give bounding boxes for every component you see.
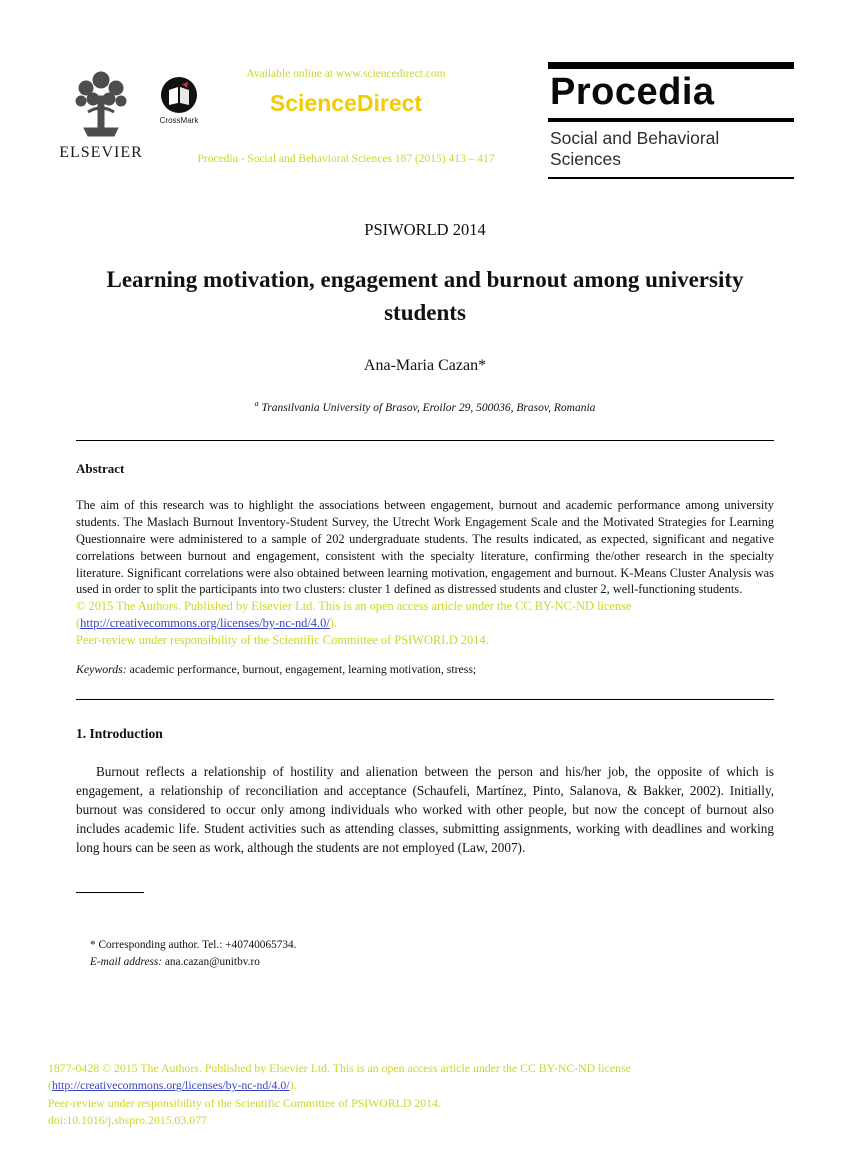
corresponding-author-note: * Corresponding author. Tel.: +40740065734. <box>90 938 297 951</box>
abstract-license-line <box>76 615 774 632</box>
page-footer <box>48 1060 808 1130</box>
footer-license-line <box>48 1077 808 1094</box>
footer-peer-review: Peer-review under responsibility of the Scientific Committee of PSIWORLD 2014. <box>48 1095 441 1110</box>
procedia-subtitle: Social and Behavioral Sciences <box>550 128 720 169</box>
journal-citation: Procedia - Social and Behavioral Sciences 187 (2015) 413 – 417 <box>197 153 495 165</box>
email-note <box>90 954 774 972</box>
abstract-heading: Abstract <box>76 461 125 477</box>
crossmark-label: CrossMark <box>159 116 199 125</box>
affiliation-marker: a <box>254 399 259 409</box>
author-affiliation <box>76 399 774 414</box>
introduction-heading: 1. Introduction <box>76 725 163 741</box>
footer-cc-license-link[interactable]: http://creativecommons.org/licenses/by-nc-nd/4.0/ <box>51 1078 290 1093</box>
procedia-top-bar <box>548 62 794 69</box>
footnote-rule <box>76 892 144 893</box>
keywords-line <box>76 662 774 677</box>
footer-doi: doi:10.1016/j.sbspro.2015.03.077 <box>48 1113 207 1128</box>
header-center <box>180 68 512 165</box>
abstract-body: The aim of this research was to highlight the associations between engagement, burnout and academic performance among university students. The Maslach Burnout Inventory-Student Survey, the Utrecht Work Engagement Scale and the Motivated Strategies for Learning Questionnaire were administered to a sample of 202 undergraduate students. The results indicated, as expected, significant and negative correlations between burnout and engagement, consistent with the specialty literature, confirming the/other research in the specialty literature. Significant correlations were also obtained between learning motivation, engagement and burnout. K-Means Cluster Analysis was used in order to split the participants into two clusters: cluster 1 defined as distressed students and cluster 2, well-functioning students. <box>76 498 774 597</box>
article-content <box>76 220 774 972</box>
keywords-label: Keywords: <box>76 661 127 676</box>
license-paren-close: ). <box>329 616 337 631</box>
masthead <box>0 0 846 178</box>
abstract-copyright-line: © 2015 The Authors. Published by Elsevier Ltd. This is an open access article under the CC BY-NC-ND license <box>76 599 632 614</box>
procedia-wordmark: Procedia <box>550 71 715 113</box>
abstract-copyright-block <box>76 598 774 649</box>
available-online-text: Available online at www.sciencedirect.com <box>246 68 446 80</box>
author-name: Ana-Maria Cazan* <box>363 357 487 375</box>
cc-license-link[interactable]: http://creativecommons.org/licenses/by-nc-nd/4.0/ <box>80 616 330 631</box>
introduction-body: Burnout reflects a relationship of hostility and alienation between the person and his/her job, the opposite of which is engagement, a relationship of reconciliation and acceptance (Schaufeli, Martínez, Pinto, Salanova, & Bakker, 2002). Initially, burnout was considered to occur only among individuals who worked with other people, but now the concept of burnout also includes academic life. Student activities such as attending classes, submitting assignments, working with deadlines and working long hours can be seen as work, although the students are not employed (Law, 2007). <box>76 763 774 856</box>
conference-name: PSIWORLD 2014 <box>364 220 486 239</box>
divider-rule-top <box>76 440 774 441</box>
footnote-block <box>76 937 774 972</box>
abstract-peer-review-line: Peer-review under responsibility of the Scientific Committee of PSIWORLD 2014. <box>76 633 489 648</box>
sciencedirect-logo[interactable]: ScienceDirect <box>269 90 423 116</box>
affiliation-text: Transilvania University of Brasov, Eroilor 29, 500036, Brasov, Romania <box>258 402 596 415</box>
elsevier-logo <box>55 66 147 162</box>
footer-paren-open: ( <box>48 1078 52 1093</box>
procedia-journal-logo <box>548 62 794 179</box>
footer-issn-copyright: 1877-0428 © 2015 The Authors. Published by Elsevier Ltd. This is an open access article under the CC BY-NC-ND license <box>48 1061 631 1075</box>
elsevier-tree-icon <box>60 66 142 142</box>
email-address: ana.cazan@unitbv.ro <box>164 956 260 969</box>
keywords-values: academic performance, burnout, engagement, learning motivation, stress; <box>129 661 477 676</box>
divider-rule-abstract <box>76 699 774 700</box>
email-label: E-mail address: <box>90 956 163 969</box>
elsevier-wordmark: ELSEVIER <box>59 144 143 161</box>
license-paren-open: ( <box>76 616 81 631</box>
footer-paren-close: ). <box>289 1078 297 1093</box>
procedia-bottom-bar <box>548 177 794 179</box>
paper-title: Learning motivation, engagement and burnout among university students <box>106 267 744 325</box>
